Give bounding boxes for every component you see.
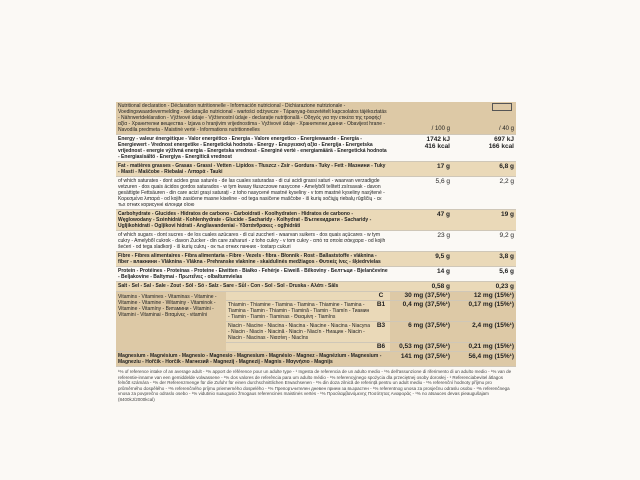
footnote: ¹% of reference intake of an average adult - ¹% apport de référence pour un adulte type - ¹ Ingesta de referencia de un adulto medio - ¹% dell'assunzione di riferimento di un adulto medio - ¹% van de referentie-inname van een gemiddelde volwassene - ¹% dos valores de referência para um adulto médio - ¹% referencyjnego spożycia dla przeciętnej osoby dorosłej - ¹ Referenciabevitel átlagos felnőtt számára - ¹% der Referenzmenge für die Zufuhr für einen durchschnittlichen Erwachsenen - ¹% din doza zilnică de referință pentru un adult mediu - ¹% referenční hodnoty příjmu pro průměrného dospělého - ¹% referenčného príjmu priemerného dospelého - ¹% Препоръчителен дневен прием за възрастен - ¹% referentnog unosa za prosječnu odraslu osobu - ¹% referenčnega vnosa za povprečno odraslo osebo - ¹% vidutinio suaugusio žmogaus referencinės maistinės vertės - ¹% Προσλαμβανόμενης Ποσότητας Αναφοράς - ¹% no atsauces devas pieaugušajam (8400kJ/2000kcal) — [118, 369, 512, 402]
nutrient-row — [116, 252, 516, 267]
nutrient-row — [116, 210, 516, 231]
vitamin-per-100g: 30 mg (37,5%¹) — [390, 292, 452, 300]
nutrient-per-portion: 2,2 g — [499, 178, 514, 185]
magnesium-per-portion: 56,4 mg (15%¹) — [468, 353, 514, 360]
nutrition-table — [116, 102, 516, 404]
nutrient-per-100g: 0,58 g — [431, 283, 450, 290]
vitamin-row — [226, 322, 516, 343]
magnesium-row — [116, 352, 516, 367]
vitamin-row — [226, 343, 516, 351]
vitamin-code: B3 — [372, 322, 390, 342]
nutrient-row — [116, 267, 516, 282]
nutrient-per-portion: 697 kJ 166 kcal — [488, 136, 514, 150]
vitamins-label: Vitamins - Vitamines - Vitaminas - Vitamine - Vitamine - Vitamine - Witaminy - Vitaminok - Vitamine - Vitamíny - Витамини - Vitamini - Vitamini - Vitaminai - Βιταμίνες - vitamīni — [116, 292, 226, 351]
vitamin-per-100g: 0,4 mg (37,5%¹) — [390, 301, 452, 321]
header-label: Nutritional declaration - Déclaration nutritionnelle - Información nutricional - Dichiarazione nutrizionale - Voedingswaardevermelding - declaração nutricional - wartości odżywcze - Tápanyag-összetételt kapcsolatos tájékoztatás - Nährwertdeklaration - Výživové údaje - Výživnostní údaje - declarație nutrițională - Οδηγός για την ετικέτα της τροφής/αξία - Хранителни вещества - Izjava o hranjivim vrijednostima - Vyživové údaje - Хранителни данни - Obavijest hrane - Navodila predmeta - Maistinė vertė - Informations nutritionnelles — [118, 103, 387, 133]
nutrient-per-100g: 14 g — [436, 268, 450, 275]
vitamin-name — [226, 292, 372, 300]
nutrient-row — [116, 231, 516, 252]
table-header — [116, 102, 516, 135]
vitamin-row — [226, 292, 516, 301]
header-per-100g: / 100 g — [431, 126, 450, 132]
package-icon — [492, 103, 512, 111]
nutrient-per-100g: 47 g — [436, 211, 450, 218]
nutrient-per-100g: 17 g — [436, 163, 450, 170]
vitamin-code: B6 — [372, 343, 390, 351]
nutrient-label: Fat - matières grasses - Grasas - Grassi - Vetten - Lipídos - Tłuszcz - Zsír - Gordura - Tuky - Fett - Мазнини - Tuky - Masti - Maščobe - Riebalai - Λιπαρά - Tauki — [118, 163, 386, 175]
nutrient-per-100g: 1742 kJ 416 kcal — [424, 136, 450, 150]
nutrient-per-portion: 0,23 g — [495, 283, 514, 290]
vitamin-name — [226, 343, 372, 351]
vitamin-code: C — [372, 292, 390, 300]
nutrient-per-portion: 9,2 g — [499, 232, 514, 239]
nutrient-row — [116, 177, 516, 210]
vitamin-name: Niacin - Niacine - Niacina - Niacina - Niacine - Niacina - Niacyna - Niacin - Niacin - Niacină - Niacin - Niacín - Ниацин - Niacin - Niacin - Niacinas - Νιασίνη - Niacīns — [228, 323, 370, 341]
vitamin-per-100g: 0,53 mg (37,5%¹) — [390, 343, 452, 351]
nutrient-per-portion: 3,8 g — [499, 253, 514, 260]
nutrient-label: Protein - Protéines - Proteínas - Proteine - Eiwitten - Białko - Fehérje - Eiweiß - Bílkoviny - Белтъци - Bjelančevine - Beljakovine - Baltymai - Πρωτεΐνες - olbaltumvielas — [118, 268, 388, 280]
vitamins-section — [116, 292, 516, 352]
nutrient-per-portion: 5,6 g — [499, 268, 514, 275]
nutrient-row — [116, 135, 516, 162]
vitamin-per-portion: 0,17 mg (15%¹) — [452, 301, 516, 321]
vitamin-row — [226, 301, 516, 322]
vitamin-per-portion: 2,4 mg (15%¹) — [452, 322, 516, 342]
nutrient-label: Fibre - Fibres alimentaires - Fibra alimentaria - Fibre - Vezels - fibra - Błonnik - Rost - Ballaststoffe - vláknina - fiber - влакнини - Vláknina - Vlákna - Prehranske vlaknine - skaidulinės medžiagos - Φυτικές ίνες - šķiedrvielas — [118, 253, 381, 265]
nutrient-label: of which sugars - dont sucres - de los cuales azúcares - di cui zuccheri - waarvan suikers - dos quais açúcares - w tym cukry - Amelyből cukrok - davon Zucker - din care zaharuri - z toho cukry - v tom cukry - από τα οποία σάκχαρα - od kojih šećeri - od tega sladkorji - iš kurių cukrų - ок тьх отних пачних - tostarp cukuri — [118, 232, 386, 250]
nutrient-per-100g: 5,6 g — [435, 178, 450, 185]
vitamin-name: Thiamin - Thiamine - Tiamina - Tiamina - Thiamine - Tiamina - Tiamina - Tiamin - Thiamin - Tiamină - Tiamin - Tiamín - Тиамин - Tiamin - Tiamin - Tiaminas - Θειαμίνη - Tiamīns — [226, 301, 372, 321]
nutrient-label: Energy - valeur énergétique - Valor energético - Energia - Valore energetico - Energiewaarde - Energía - Energiewert - Vrednost energetike - Energetická hodnota - Energy - Εnεργειακή αξία - Energija - Energetska vrijednost - energie výživná energia - Energetska vrednost - Energinė vertė - energiamäärä - Energetická hodnota - Energiasisältö - Energiya - Energitică vrednost — [118, 136, 387, 160]
vitamin-per-100g: 6 mg (37,5%¹) — [390, 322, 452, 342]
nutrient-label: Salt - Sel - Sal - Sale - Zout - Sól - Só - Salz - Sare - Sůl - Con - Sol - Sol - Druska - Αλάτι - Sāls — [118, 283, 339, 289]
nutrient-row — [116, 162, 516, 177]
magnesium-per-100g: 141 mg (37,5%¹) — [400, 353, 450, 360]
vitamin-per-portion: 0,21 mg (15%¹) — [452, 343, 516, 351]
vitamin-per-portion: 12 mg (15%¹) — [452, 292, 516, 300]
nutrient-per-100g: 9,5 g — [435, 253, 450, 260]
nutrient-label: of which saturates - dont acides gras saturés - de las cuales saturadas - di cui acidi grassi saturi - waarvan verzadigde vetzuren - dos quais ácidos gordos saturados - w tym kwasy tłuszczowe nasycone - Amelyből telített zsírsavak - davon gesättigte Fettsäuren - din care acizi grași saturați - z toho nasycené mastné kyseliny - v tom mastné kyseliny nasýtené - Κορεσμένα λιπαρά - od kojih zasićene masne kiseline - od tega nasičene maščobe - iš kurių sočiųjų riebalų rūgščių - ск тьх отних корисунні кілонди оїою — [118, 178, 385, 208]
vitamin-code: B1 — [372, 301, 390, 321]
nutrient-per-portion: 19 g — [500, 211, 514, 218]
header-per-portion: / 40 g — [452, 102, 516, 134]
nutrient-per-portion: 6,8 g — [499, 163, 514, 170]
nutrient-per-100g: 23 g — [437, 232, 450, 239]
nutrient-row — [116, 282, 516, 292]
magnesium-label: Magnesium - Magnésium - Magnesio - Magnesio - Magnesium - Magnésio - Magnez - Magnézium - Magnesium - Magneziu - Hořčík - Horčík - Магнезий - Magnezij - Magnezij - Magnis - Μαγνήσιο - Magnijs — [118, 353, 382, 365]
nutrient-label: Carbohydrate - Glucides - Hidratos de carbono - Carboidrati - Koolhydraten - Hidratos de carbono - Węglowodany - Szénhidrát - Kohlenhydrate - Glucide - Sacharidy - Kolhydrat - Въглехидрати - Sacharidy - Ugljikohidrati - Ogljikovi hidrati - Angliavandeniai - Υδατάνθρακες - ogļhidrāti — [118, 211, 372, 229]
